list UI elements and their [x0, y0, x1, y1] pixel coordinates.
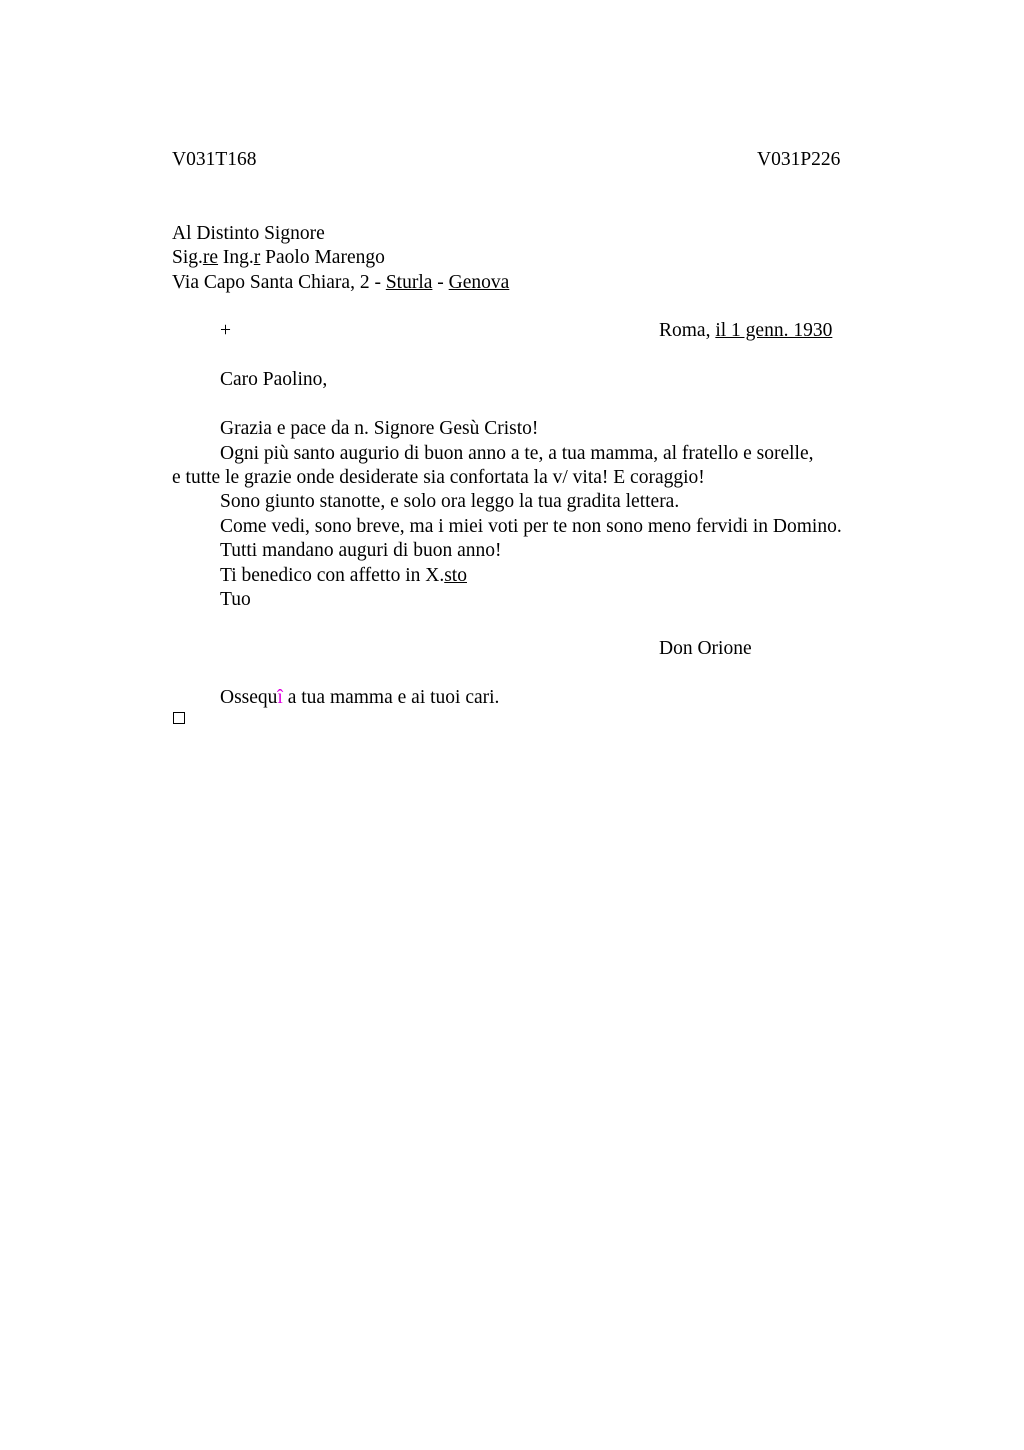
dateline-place: Roma,: [659, 320, 716, 341]
body-line-1: Grazia e pace da n. Signore Gesù Cristo!: [220, 418, 539, 439]
address-text: Ing.: [218, 247, 254, 268]
address-text: Via Capo Santa Chiara, 2 -: [172, 272, 386, 293]
underlined-abbreviation: sto: [444, 565, 467, 586]
closing-word: Tuo: [220, 589, 251, 610]
underlined-abbreviation: re: [202, 247, 219, 268]
body-line-3: e tutte le grazie onde desiderate sia confortata la v/ vita! E coraggio!: [172, 467, 705, 488]
document-code-left: V031T168: [172, 149, 257, 170]
signature: Don Orione: [659, 638, 752, 659]
body-text: Ti benedico con affetto in X.: [220, 565, 445, 586]
body-line-6: Tutti mandano auguri di buon anno!: [220, 540, 502, 561]
address-text: -: [432, 272, 449, 293]
address-line-1: Al Distinto Signore: [172, 223, 325, 244]
body-line-5: Come vedi, sono breve, ma i miei voti per te non sono meno fervidi in Domino.: [220, 516, 842, 537]
highlighted-character: î: [277, 687, 283, 708]
end-marker-box-icon: [173, 712, 185, 724]
body-line-4: Sono giunto stanotte, e solo ora leggo la tua gradita lettera.: [220, 491, 680, 512]
address-line-3: [172, 273, 509, 293]
underlined-place: Genova: [448, 272, 510, 293]
underlined-place: Sturla: [385, 272, 433, 293]
address-line-2: [172, 248, 385, 268]
body-line-7: [220, 566, 467, 586]
cross-mark: +: [220, 320, 231, 341]
salutation: Caro Paolino,: [220, 369, 328, 390]
underlined-abbreviation: r: [253, 247, 261, 268]
dateline-date: il 1 genn. 1930: [715, 320, 833, 341]
document-code-right: V031P226: [757, 149, 841, 170]
address-text: Sig.: [172, 247, 203, 268]
body-line-2: Ogni più santo augurio di buon anno a te, a tua mamma, al fratello e sorelle,: [220, 443, 814, 464]
dateline: [659, 321, 832, 341]
postscript-text: a tua mamma e ai tuoi cari.: [282, 687, 500, 708]
postscript: [220, 688, 499, 708]
address-text: Paolo Marengo: [260, 247, 385, 268]
postscript-text: Ossequ: [220, 687, 278, 708]
